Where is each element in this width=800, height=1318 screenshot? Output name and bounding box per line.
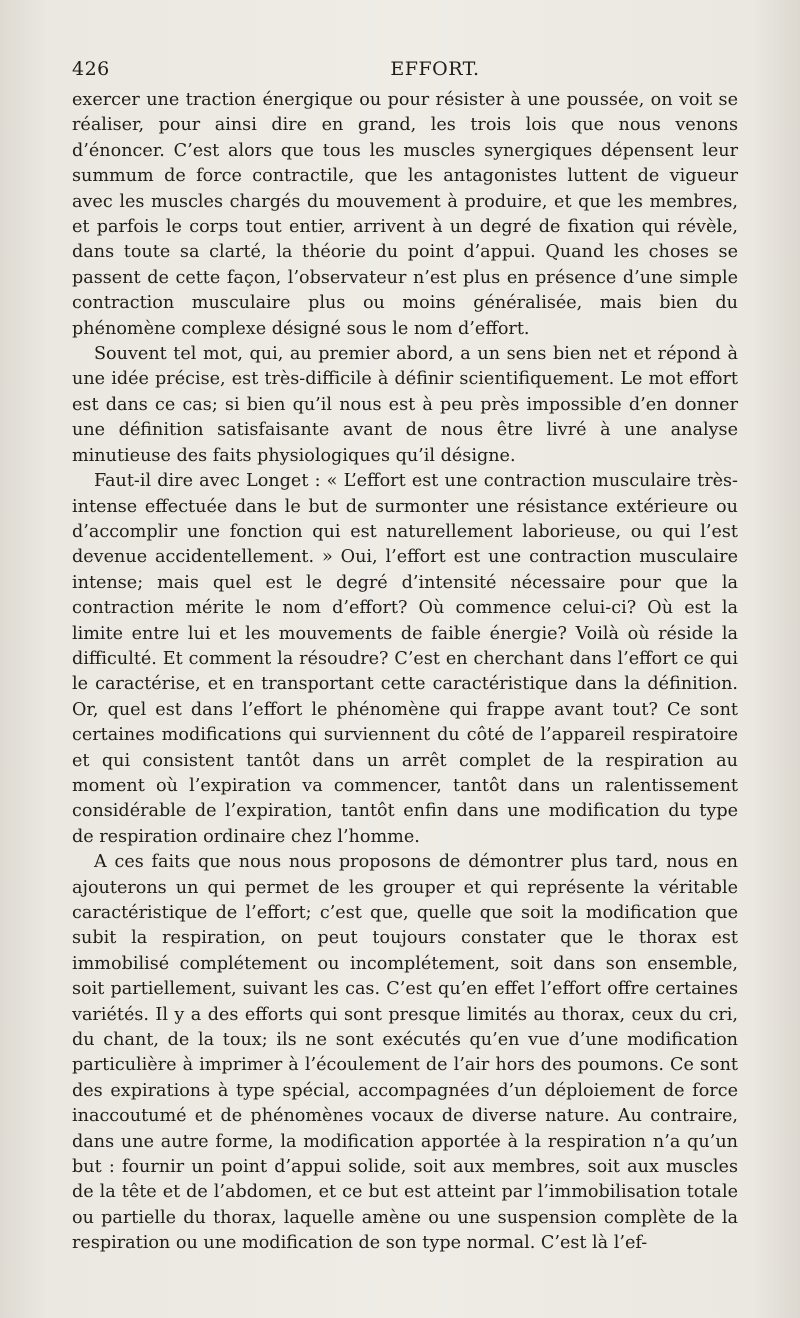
paragraph-thorax-immobilization: A ces faits que nous nous proposons de démontrer plus tard, nous en ajouterons un qui permet de les grouper et qui représente la véritable caractéristique de l’effort; c’est que, quelle que soit la modification que subit la respiration, on peut toujours constater que le thorax est immobilisé complétement ou incomplétement, soit dans son ensemble, soit partiellement, suivant les cas. C’est qu’en effet l’effort offre certaines variétés. Il y a des efforts qui sont presque limités au thorax, ceux du cri, du chant, de la toux; ils ne sont exécutés qu’en vue d’une modification particulière à imprimer à l’écoulement de l’air hors des poumons. Ce sont des expirations à type spécial, accompagnées d’un déploiement de force inaccoutumé et de phénomènes vocaux de diverse nature. Au contraire, dans une autre forme, la modification apportée à la respiration n’a qu’un but : fournir un point d’appui solide, soit aux membres, soit aux muscles de la tête et de l’abdomen, et ce but est atteint par l’immobilisation totale ou partielle du thorax, laquelle amène ou une suspension complète de la respiration ou une modification de son type normal. C’est là l’ef- [72, 852, 738, 1254]
paragraph-longet-definition: Faut-il dire avec Longet : « L’effort est une contraction musculaire très-intense effectuée dans le but de surmonter une résistance extérieure ou d’accomplir une fonction qui est naturellement laborieuse, ou qui l’est devenue accidentellement. » Oui, l’effort est une contraction musculaire intense; mais quel est le degré d’intensité nécessaire pour que la contraction mérite le nom d’effort? Où commence celui-ci? Où est la limite entre lui et les mouvements de faible énergie? Voilà où réside la difficulté. Et comment la résoudre? C’est en cherchant dans l’effort ce qui le caractérise, et en transportant cette caractéristique dans la définition. Or, quel est dans l’effort le phénomène qui frappe avant tout? Ce sont certaines modifications qui surviennent du côté de l’appareil respiratoire et qui consistent tantôt dans un arrêt complet de la respiration au moment où l’expiration va commencer, tantôt dans un ralentissement considérable de l’expiration, tantôt enfin dans une modification du type de respiration ordinaire chez l’homme. [72, 471, 738, 847]
page-number: 426 [72, 58, 110, 80]
paragraph-definition-difficulty: Souvent tel mot, qui, au premier abord, a un sens bien net et répond à une idée précise, est très-difficile à définir scientifiquement. Le mot effort est dans ce cas; si bien qu’il nous est à peu près impossible d’en donner une définition satisfaisante avant de nous être livré à une analyse minutieuse des faits physiologiques qu’il désigne. [72, 344, 738, 466]
body-text [72, 88, 738, 1257]
running-head [72, 58, 738, 84]
paragraph-continuation: exercer une traction énergique ou pour résister à une poussée, on voit se réaliser, pour ainsi dire en grand, les trois lois que nous venons d’énoncer. C’est alors que tous les muscles synergiques dépensent leur summum de force contractile, que les antagonistes luttent de vigueur avec les muscles chargés du mouvement à produire, et que les membres, et parfois le corps tout entier, arrivent à un degré de fixation qui révèle, dans toute sa clarté, la théorie du point d’appui. Quand les choses se passent de cette façon, l’observateur n’est plus en présence d’une simple contraction musculaire plus ou moins généralisée, mais bien du phénomène complexe désigné sous le nom d’effort. [72, 90, 738, 339]
running-title: EFFORT. [390, 58, 480, 80]
